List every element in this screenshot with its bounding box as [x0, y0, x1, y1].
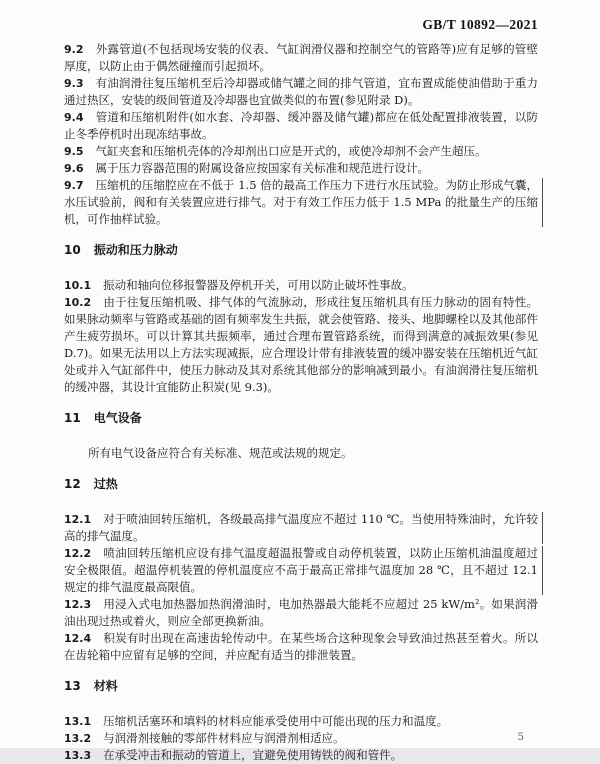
- clause-text: 积炭有时出现在高速齿轮传动中。在某些场合这种现象会导致油过热甚至着火。所以在齿轮箱中应留有足够的空间，并应配有适当的排泄装置。: [64, 631, 538, 662]
- section-title: 材料: [93, 679, 118, 693]
- clause-10-1: [64, 277, 538, 294]
- page-footer: [517, 731, 524, 743]
- clause-9-3: [64, 75, 538, 109]
- clause-text: 振动和轴向位移报警器及停机开关，可用以防止破坏性事故。: [103, 278, 414, 292]
- clause-number: 13.2: [64, 732, 92, 745]
- section-heading-10: [64, 242, 538, 259]
- clause-text: 在承受冲击和振动的管道上，宜避免使用铸铁的阀和管件。: [103, 748, 403, 762]
- clause-number: 13.3: [64, 749, 92, 762]
- clause-number: 10.1: [64, 279, 92, 292]
- clause-number: 9.7: [64, 179, 84, 192]
- clause-number: 13.1: [64, 715, 92, 728]
- section-heading-11: [64, 410, 538, 427]
- clause-12-3: [64, 596, 538, 630]
- clause-number: 9.4: [64, 111, 84, 124]
- clause-9-2: [64, 41, 538, 75]
- clause-text: 有油润滑往复压缩机至后冷却器或储气罐之间的排气管道，宜布置成能使油借助于重力通过热区，安装的级间管道及冷却器也宜做类似的布置(参见附录 D)。: [64, 76, 538, 107]
- page-header: [64, 14, 538, 33]
- clause-text: 由于往复压缩机吸、排气体的气流脉动，形成往复压缩机具有压力脉动的固有特性。如果脉动频率与管路或基础的固有频率发生共振，就会使管路、接头、地脚螺栓以及其他部件产生疲劳损坏。可以计算其共振频率，通过合理布置管路系统，而得到满意的减振效果(参见 D.7)。如果无法用以上方法实现减振，应合理设计带有排液装置的缓冲器安装在压缩机近气缸处或并入气缸部件中，使压力脉动及其对系统其他部分的影响减到最小。有油润滑往复压缩机的缓冲器，其设计宜能防止积炭(见 9.3)。: [64, 295, 538, 394]
- clause-number: 9.6: [64, 162, 84, 175]
- clause-9-7: [64, 177, 538, 228]
- clause-text: 喷油回转压缩机应设有排气温度超温报警或自动停机装置，以防止压缩机油温度超过安全极限值。超温停机装置的停机温度应不高于最高正常排气温度加 28 ℃，且不超过 12.1 规定的排气温度最高限值。: [64, 546, 538, 594]
- clause-text: 对于喷油回转压缩机，各级最高排气温度应不超过 110 ℃。当使用特殊油时，允许较高的排气温度。: [64, 512, 538, 543]
- section-number: 10: [64, 243, 81, 257]
- clause-12-4: [64, 630, 538, 664]
- section-number: 13: [64, 679, 81, 693]
- clause-text: 管道和压缩机附件(如水套、冷却器、缓冲器及储气罐)都应在低处配置排液装置，以防止冬季停机时出现冻结事故。: [64, 110, 538, 141]
- section-number: 12: [64, 477, 81, 491]
- section-heading-13: [64, 678, 538, 695]
- page-number: 5: [517, 731, 524, 743]
- clause-13-1: [64, 713, 538, 730]
- clause-number: 12.3: [64, 598, 92, 611]
- clause-12-2: [64, 545, 538, 596]
- section-heading-12: [64, 476, 538, 493]
- section-title: 振动和压力脉动: [93, 243, 178, 257]
- clause-13-3: [64, 747, 538, 764]
- clause-9-6: [64, 160, 538, 177]
- paragraph-text: 所有电气设备应符合有关标准、规范或法规的规定。: [88, 446, 353, 460]
- clause-number: 12.1: [64, 513, 92, 526]
- clause-text: 压缩机活塞环和填料的材料应能承受使用中可能出现的压力和温度。: [103, 714, 449, 728]
- clause-number: 12.2: [64, 547, 92, 560]
- document-body: [64, 41, 538, 764]
- clause-number: 9.3: [64, 77, 84, 90]
- clause-text: 外露管道(不包括现场安装的仪表、气缸润滑仪器和控制空气的管路等)应有足够的管壁厚度，以防止由于偶然碰撞而引起损坏。: [64, 42, 538, 73]
- clause-text: 属于压力容器范围的附属设备应按国家有关标准和规范进行设计。: [95, 161, 429, 175]
- clause-13-2: [64, 730, 538, 747]
- section-title: 过热: [93, 477, 118, 491]
- clause-12-1: [64, 511, 538, 545]
- paragraph-electrical: [64, 445, 538, 462]
- clause-9-4: [64, 109, 538, 143]
- clause-number: 10.2: [64, 296, 92, 309]
- clause-10-2: [64, 294, 538, 396]
- clause-number: 9.2: [64, 43, 84, 56]
- clause-text: 气缸夹套和压缩机壳体的冷却剂出口应是开式的，或使冷却剂不会产生超压。: [95, 144, 487, 158]
- clause-text: 与润滑剂接触的零部件材料应与润滑剂相适应。: [103, 731, 345, 745]
- standard-code: GB/T 10892—2021: [422, 17, 538, 32]
- section-title: 电气设备: [93, 411, 142, 425]
- clause-number: 9.5: [64, 145, 84, 158]
- clause-number: 12.4: [64, 632, 92, 645]
- clause-text: 压缩机的压缩腔应在不低于 1.5 倍的最高工作压力下进行水压试验。为防止形成气囊，水压试验前，阀和有关装置应进行排气。对于有效工作压力低于 1.5 MPa 的批量生产的压缩机，可作抽样试验。: [64, 178, 538, 226]
- clause-9-5: [64, 143, 538, 160]
- section-number: 11: [64, 411, 81, 425]
- clause-text: 用浸入式电加热器加热润滑油时，电加热器最大能耗不应超过 25 kW/m²。如果润滑油出现过热或着火，则应全部更换新油。: [64, 597, 538, 628]
